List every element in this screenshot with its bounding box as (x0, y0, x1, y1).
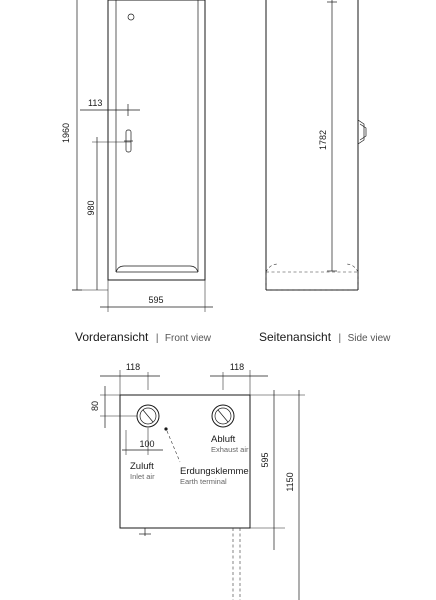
side-view (259, 0, 391, 345)
front-view (61, 0, 213, 345)
dim-depth-text: 595 (260, 452, 270, 468)
dim-handle-height-text: 980 (86, 200, 96, 216)
earth-terminal-sublabel: Earth terminal (180, 477, 227, 486)
side-view-caption-main: Seitenansicht (259, 330, 332, 344)
dim-inner-height-text: 1782 (318, 129, 328, 151)
side-base-curve-left (266, 264, 278, 272)
inlet-label: Zuluft (130, 461, 154, 472)
dim-overall-text: 1150 (285, 472, 295, 492)
front-view-caption-main: Vorderansicht (75, 330, 149, 344)
dim-top-offset-text: 80 (90, 400, 100, 412)
dim-width-text: 595 (148, 295, 164, 305)
front-cabinet-outline (108, 0, 205, 280)
side-base-curve-right (346, 264, 358, 272)
front-view-caption-separator: | (155, 333, 159, 344)
exhaust-sublabel: Exhaust air (211, 445, 249, 454)
side-view-caption (259, 328, 391, 345)
earth-terminal-leader (167, 431, 180, 462)
front-view-caption-sub: Front view (164, 333, 212, 344)
dim-spacing-text: 100 (139, 439, 155, 449)
exhaust-label: Abluft (211, 434, 236, 445)
dim-handle-offset-text: 113 (88, 98, 103, 108)
front-base-curve (116, 266, 198, 272)
lock-icon (128, 14, 134, 20)
front-view-caption (75, 328, 212, 345)
inlet-port-hatch (143, 410, 153, 422)
dim-total-height-text: 1960 (61, 122, 71, 144)
top-view (90, 362, 305, 600)
exhaust-port-hatch (218, 410, 228, 422)
side-handle-icon (358, 120, 364, 144)
earth-terminal-label: Erdungsklemme (180, 466, 249, 477)
side-view-caption-sub: Side view (347, 333, 391, 344)
side-view-caption-separator: | (338, 333, 342, 344)
dim-right-offset-text: 118 (229, 362, 245, 372)
side-handle-inner (360, 124, 366, 140)
inlet-sublabel: Inlet air (130, 472, 155, 481)
side-base-plinth (266, 272, 358, 290)
earth-terminal-icon (164, 427, 167, 430)
dim-left-offset-text: 118 (125, 362, 141, 372)
